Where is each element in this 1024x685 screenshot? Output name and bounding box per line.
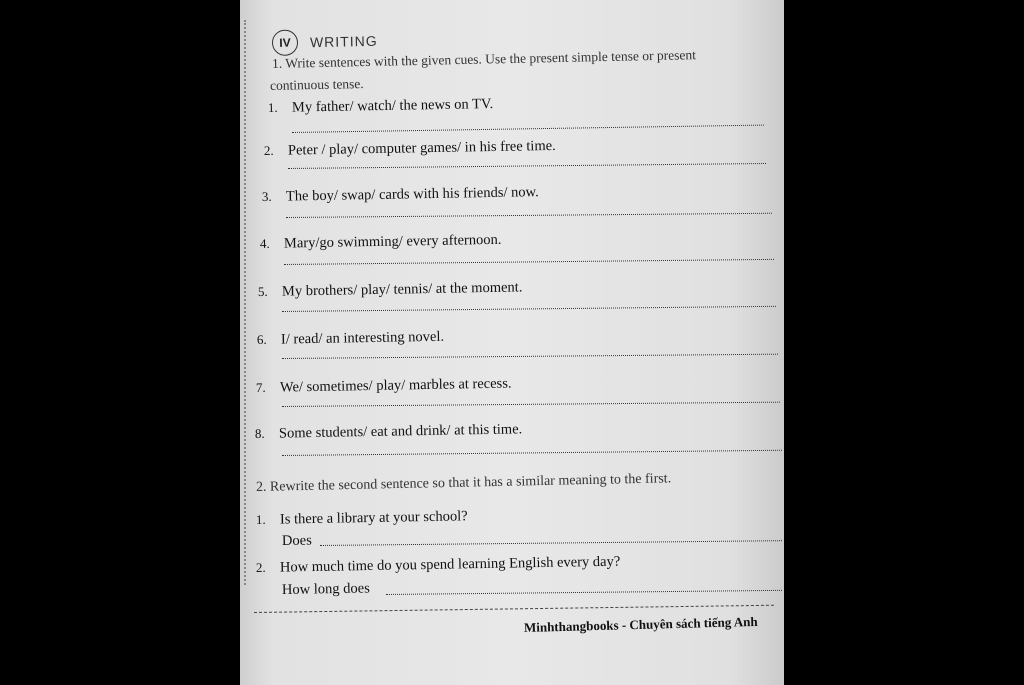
answer-line-5[interactable]	[282, 306, 776, 312]
answer-line-6[interactable]	[282, 354, 778, 359]
item-number: 8.	[254, 425, 265, 441]
answer-line-4[interactable]	[284, 259, 774, 265]
page-edge-dots	[244, 20, 246, 585]
item-cue: My brothers/ play/ tennis/ at the moment.	[281, 279, 523, 300]
item-number: 3.	[261, 188, 272, 204]
part1-instruction-line2: continuous tense.	[269, 76, 364, 93]
worksheet-page	[240, 0, 784, 685]
exercise1-item-7	[256, 376, 512, 397]
publisher-footer: Minhthangbooks - Chuyên sách tiếng Anh	[523, 613, 758, 635]
exercise1-item-3	[262, 184, 539, 206]
item-number: 5.	[257, 283, 268, 299]
exercise1-item-5	[258, 279, 523, 301]
answer-line-7[interactable]	[282, 402, 780, 407]
item-number: 1.	[267, 99, 278, 115]
rewrite-answer-line-2[interactable]	[386, 590, 782, 595]
exercise1-item-2	[264, 138, 556, 160]
item-number: 7.	[255, 379, 266, 395]
answer-line-3[interactable]	[286, 213, 772, 218]
exercise2-item-2	[256, 554, 621, 577]
item-cue: I/ read/ an interesting novel.	[280, 328, 445, 348]
rewrite-prompt-1: Does	[281, 532, 312, 549]
cut-line	[254, 605, 774, 613]
item-cue: We/ sometimes/ play/ marbles at recess.	[279, 375, 512, 396]
answer-line-8[interactable]	[282, 450, 782, 456]
part1-instruction-line1: 1. Write sentences with the given cues. Use the present simple tense or present	[271, 47, 697, 71]
answer-line-2[interactable]	[288, 163, 766, 169]
item-number: 4.	[259, 235, 270, 251]
exercise1-item-1	[268, 96, 493, 117]
item-question: How much time do you spend learning English every day?	[279, 553, 621, 576]
item-cue: Mary/go swimming/ every afternoon.	[283, 231, 502, 252]
exercise2-item-1	[256, 508, 468, 529]
exercise1-item-4	[260, 232, 502, 253]
exercise1-item-8	[255, 421, 523, 443]
rewrite-prompt-2: How long does	[281, 580, 370, 598]
item-number: 2.	[263, 142, 274, 158]
part2-instruction: 2. Rewrite the second sentence so that it has a similar meaning to the first.	[255, 471, 672, 495]
item-cue: Peter / play/ computer games/ in his free time.	[287, 137, 556, 159]
item-question: Is there a library at your school?	[279, 508, 468, 528]
item-cue: Some students/ eat and drink/ at this time.	[278, 421, 523, 442]
item-number: 2.	[255, 559, 266, 575]
section-header	[272, 28, 378, 56]
section-number-badge: IV	[272, 29, 299, 56]
item-number: 6.	[256, 331, 267, 347]
section-title: WRITING	[309, 32, 378, 51]
item-number: 1.	[255, 511, 266, 527]
answer-line-1[interactable]	[292, 125, 764, 133]
item-cue: The boy/ swap/ cards with his friends/ now.	[285, 184, 539, 205]
item-cue: My father/ watch/ the news on TV.	[291, 96, 494, 116]
rewrite-answer-line-1[interactable]	[320, 540, 782, 546]
exercise1-item-6	[257, 329, 444, 349]
